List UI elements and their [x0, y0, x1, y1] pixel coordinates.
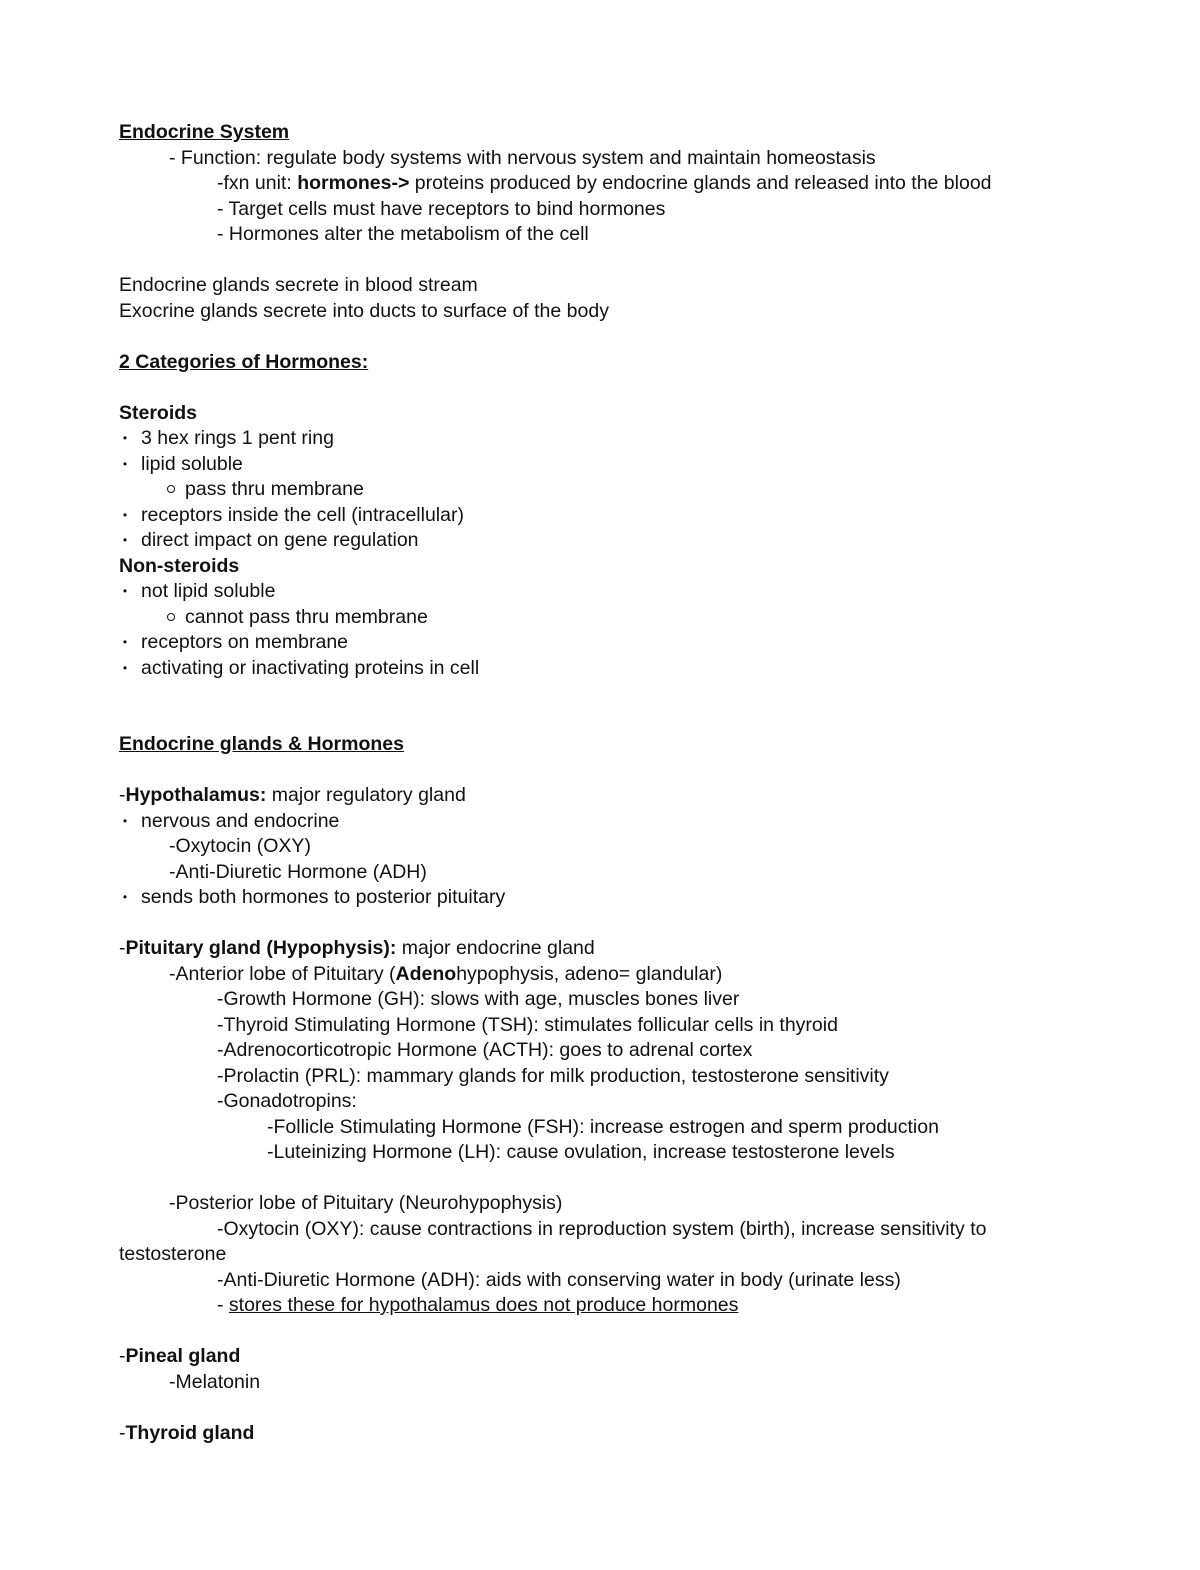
posterior-lobe-line: -Posterior lobe of Pituitary (Neurohypophysis) [169, 1192, 563, 1214]
sub-list-item: cannot pass thru membrane [119, 605, 1119, 631]
fxn-unit-line: -fxn unit: hormones-> proteins produced by endocrine glands and released into the blood [217, 172, 992, 194]
spacer [119, 707, 1119, 733]
bullet-icon: • [122, 533, 128, 547]
spacer [119, 375, 1119, 401]
circle-bullet-icon [167, 613, 175, 621]
hypothalamus-adh: -Anti-Diuretic Hormone (ADH) [169, 860, 427, 883]
circle-bullet-icon [167, 485, 175, 493]
bullet-icon: • [122, 635, 128, 649]
spacer [119, 1395, 1119, 1421]
list-item: • receptors inside the cell (intracellular) [119, 503, 1119, 529]
list-item: • nervous and endocrine [119, 809, 1119, 835]
title-text: Endocrine System [119, 121, 290, 143]
pineal-line: -Pineal gland [119, 1345, 241, 1367]
steroids-heading: Steroids [119, 401, 198, 424]
hormones-alter-line: - Hormones alter the metabolism of the cell [217, 223, 589, 245]
prl-line: -Prolactin (PRL): mammary glands for milk production, testosterone sensitivity [217, 1064, 889, 1087]
list-item: • lipid soluble [119, 452, 1119, 478]
melatonin-line: -Melatonin [169, 1370, 261, 1393]
acth-line: -Adrenocorticotropic Hormone (ACTH): goes to adrenal cortex [217, 1039, 753, 1061]
list-item: • 3 hex rings 1 pent ring [119, 426, 1119, 452]
nonsteroids-heading: Non-steroids [119, 554, 240, 577]
spacer [119, 248, 1119, 274]
bullet-icon: • [122, 584, 128, 598]
function-line: - Function: regulate body systems with nervous system and maintain homeostasis [169, 146, 876, 169]
section-title [119, 120, 1119, 146]
posterior-oxy-continued: testosterone [119, 1243, 227, 1265]
anterior-lobe-line: -Anterior lobe of Pituitary (Adenohypophysis, adeno= glandular) [169, 962, 723, 985]
glands-heading: Endocrine glands & Hormones [119, 733, 404, 755]
list-item: • direct impact on gene regulation [119, 528, 1119, 554]
spacer [119, 681, 1119, 707]
spacer [119, 324, 1119, 350]
stores-line: - stores these for hypothalamus does not produce hormones [217, 1294, 739, 1316]
list-item: • receptors on membrane [119, 630, 1119, 656]
bullet-icon: • [122, 431, 128, 445]
bullet-icon: • [122, 507, 128, 522]
gh-line: -Growth Hormone (GH): slows with age, muscles bones liver [217, 988, 740, 1010]
sub-list-item: pass thru membrane [119, 477, 1119, 503]
bullet-icon: • [122, 660, 128, 675]
target-cells-line: - Target cells must have receptors to bind hormones [217, 197, 666, 220]
posterior-adh-line: -Anti-Diuretic Hormone (ADH): aids with conserving water in body (urinate less) [217, 1268, 901, 1291]
spacer [119, 911, 1119, 937]
categories-heading: 2 Categories of Hormones: [119, 350, 369, 373]
lh-line: -Luteinizing Hormone (LH): cause ovulation, increase testosterone levels [267, 1141, 895, 1163]
exocrine-secrete-line: Exocrine glands secrete into ducts to surface of the body [119, 299, 609, 322]
list-item: • sends both hormones to posterior pituitary [119, 885, 1119, 911]
hypothalamus-oxy: -Oxytocin (OXY) [169, 835, 311, 857]
notes-document [119, 120, 1119, 1446]
spacer [119, 1166, 1119, 1192]
bullet-icon: • [122, 890, 128, 904]
thyroid-line: -Thyroid gland [119, 1421, 255, 1444]
posterior-oxy-line: -Oxytocin (OXY): cause contractions in reproduction system (birth), increase sensitivity to [217, 1217, 987, 1240]
fsh-line: -Follicle Stimulating Hormone (FSH): increase estrogen and sperm production [267, 1115, 939, 1138]
pituitary-line: -Pituitary gland (Hypophysis): major endocrine gland [119, 937, 595, 959]
spacer [119, 1319, 1119, 1345]
list-item: • not lipid soluble [119, 579, 1119, 605]
spacer [119, 758, 1119, 784]
bullet-icon: • [122, 456, 128, 471]
endocrine-secrete-line: Endocrine glands secrete in blood stream [119, 274, 478, 296]
hypothalamus-line: -Hypothalamus: major regulatory gland [119, 784, 466, 806]
list-item: • activating or inactivating proteins in cell [119, 656, 1119, 682]
tsh-line: -Thyroid Stimulating Hormone (TSH): stimulates follicular cells in thyroid [217, 1013, 838, 1036]
gonadotropins-line: -Gonadotropins: [217, 1090, 357, 1112]
bullet-icon: • [122, 813, 128, 828]
